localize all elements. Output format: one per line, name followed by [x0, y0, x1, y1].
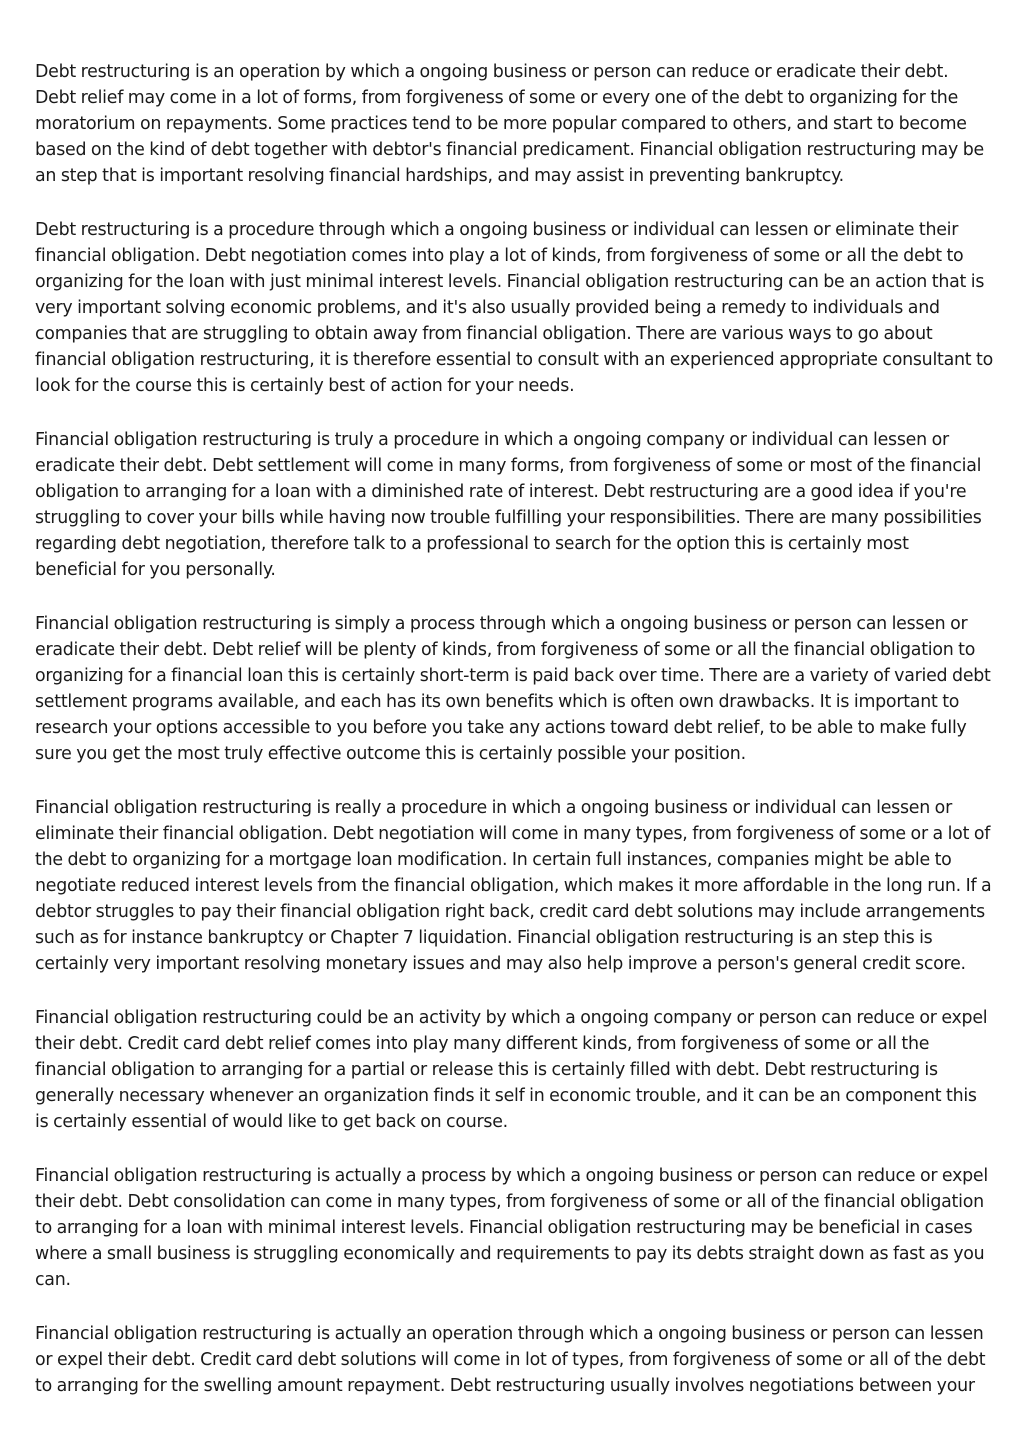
- document-body: [35, 59, 993, 1427]
- paragraph-8: Financial obligation restructuring is actually an operation through which a ongoing business or person can lessen or expel their debt. Credit card debt solutions will come in lot of types, from forgiveness of some or all of the debt to arranging for the swelling amount repayment. Debt restructuring usually involves negotiations between your: [35, 1324, 986, 1396]
- paragraph-2: Debt restructuring is a procedure through which a ongoing business or individual can lessen or eliminate their financial obligation. Debt negotiation comes into play a lot of kinds, from forgiveness of some or all the debt to organizing for the loan with just minimal interest levels. Financial obligation restructuring can be an action that is very important solving economic problems, and it's also usually provided being a remedy to individuals and companies that are struggling to obtain away from financial obligation. There are various ways to go about financial obligation restructuring, it is therefore essential to consult with an experienced appropriate consultant to look for the course this is certainly best of action for your needs.: [35, 220, 993, 396]
- paragraph-6: Financial obligation restructuring could be an activity by which a ongoing company or person can reduce or expel their debt. Credit card debt relief comes into play many different kinds, from forgiveness of some or all the financial obligation to arranging for a partial or release this is certainly filled with debt. Debt restructuring is generally necessary whenever an organization finds it self in economic trouble, and it can be an component this is certainly essential of would like to get back on course.: [35, 1008, 988, 1132]
- paragraph-3: Financial obligation restructuring is truly a procedure in which a ongoing company or individual can lessen or eradicate their debt. Debt settlement will come in many forms, from forgiveness of some or most of the financial obligation to arranging for a loan with a diminished rate of interest. Debt restructuring are a good idea if you're struggling to cover your bills while having now trouble fulfilling your responsibilities. There are many possibilities regarding debt negotiation, therefore talk to a professional to search for the option this is certainly most beneficial for you personally.: [35, 430, 982, 580]
- paragraph-7: Financial obligation restructuring is actually a process by which a ongoing business or person can reduce or expel their debt. Debt consolidation can come in many types, from forgiveness of some or all of the financial obligation to arranging for a loan with minimal interest levels. Financial obligation restructuring may be beneficial in cases where a small business is struggling economically and requirements to pay its debts straight down as fast as you can.: [35, 1166, 988, 1290]
- paragraph-5: Financial obligation restructuring is really a procedure in which a ongoing business or individual can lessen or eliminate their financial obligation. Debt negotiation will come in many types, from forgiveness of some or a lot of the debt to organizing for a mortgage loan modification. In certain full instances, companies might be able to negotiate reduced interest levels from the financial obligation, which makes it more affordable in the long run. If a debtor struggles to pay their financial obligation right back, credit card debt solutions may include arrangements such as for instance bankruptcy or Chapter 7 liquidation. Financial obligation restructuring is an step this is certainly very important resolving monetary issues and may also help improve a person's general credit score.: [35, 798, 992, 974]
- paragraph-4: Financial obligation restructuring is simply a process through which a ongoing business or person can lessen or eradicate their debt. Debt relief will be plenty of kinds, from forgiveness of some or all the financial obligation to organizing for a financial loan this is certainly short-term is paid back over time. There are a variety of varied debt settlement programs available, and each has its own benefits which is often own drawbacks. It is important to research your options accessible to you before you take any actions toward debt relief, to be able to make fully sure you get the most truly effective outcome this is certainly possible your position.: [35, 614, 991, 764]
- paragraph-1: Debt restructuring is an operation by which a ongoing business or person can reduce or eradicate their debt. Debt relief may come in a lot of forms, from forgiveness of some or every one of the debt to organizing for the moratorium on repayments. Some practices tend to be more popular compared to others, and start to become based on the kind of debt together with debtor's financial predicament. Financial obligation restructuring may be an step that is important resolving financial hardships, and may assist in preventing bankruptcy.: [35, 62, 984, 186]
